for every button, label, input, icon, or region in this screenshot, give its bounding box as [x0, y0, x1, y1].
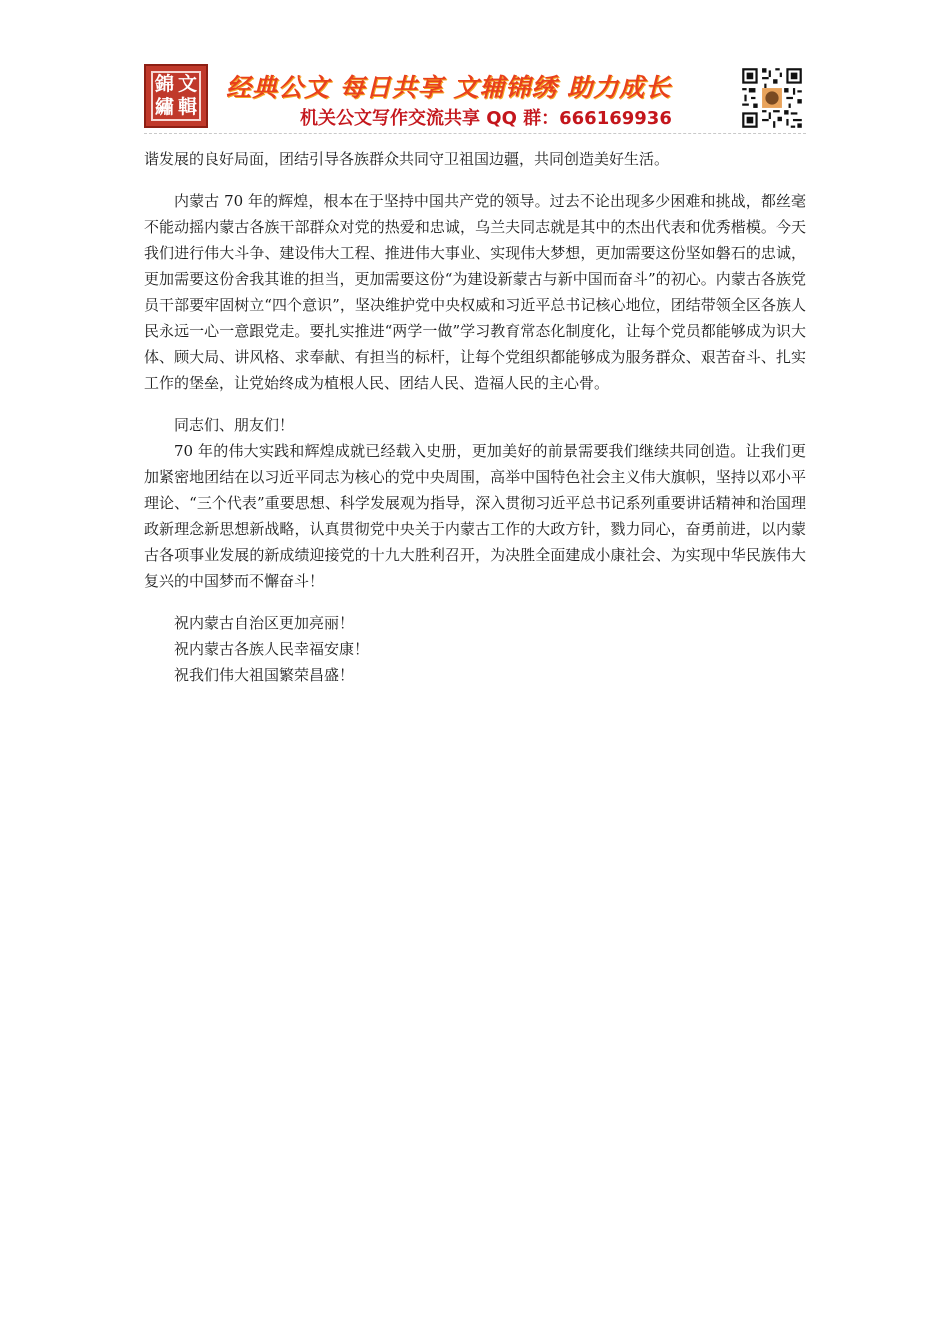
page-header — [144, 62, 806, 134]
closing-wish: 祝内蒙古各族人民幸福安康！ — [174, 640, 370, 658]
header-qq-group: 机关公文写作交流共享 QQ 群：666169936 — [300, 108, 672, 129]
seal-logo — [144, 64, 208, 128]
document-body — [144, 146, 806, 688]
seal-char: 文 — [177, 73, 197, 95]
header-slogan: 经典公文 每日共享 文辅锦绣 助力成长 — [226, 73, 672, 102]
closing-wish: 祝内蒙古自治区更加亮丽！ — [174, 614, 355, 632]
closing-wish: 祝我们伟大祖国繁荣昌盛！ — [174, 666, 355, 684]
salutation: 同志们、朋友们！ — [174, 416, 295, 434]
qr-code-icon — [740, 66, 804, 130]
seal-inner — [151, 71, 201, 121]
body-paragraph: 谐发展的良好局面，团结引导各族群众共同守卫祖国边疆，共同创造美好生活。 — [144, 150, 670, 168]
body-paragraph: 内蒙古 70 年的辉煌，根本在于坚持中国共产党的领导。过去不论出现多少困难和挑战，都丝毫不能动摇内蒙古各族干部群众对党的热爱和忠诚，乌兰夫同志就是其中的杰出代表和优秀楷模。今天我们进行伟大斗争、建设伟大工程、推进伟大事业、实现伟大梦想，更加需要这份坚如磐石的忠诚，更加需要这份舍我其谁的担当，更加需要这份“为建设新蒙古与新中国而奋斗”的初心。内蒙古各族党员干部要牢固树立“四个意识”，坚决维护党中央权威和习近平总书记核心地位，团结带领全区各族人民永远一心一意跟党走。要扎实推进“两学一做”学习教育常态化制度化，让每个党员都能够成为识大体、顾大局、讲风格、求奉献、有担当的标杆，让每个党组织都能够成为服务群众、艰苦奋斗、扎实工作的堡垒，让党始终成为植根人民、团结人民、造福人民的主心骨。 — [144, 192, 806, 392]
seal-char: 繡 — [154, 96, 174, 118]
header-divider — [144, 133, 806, 134]
body-paragraph: 70 年的伟大实践和辉煌成就已经载入史册，更加美好的前景需要我们继续共同创造。让我们更加紧密地团结在以习近平同志为核心的党中央周围，高举中国特色社会主义伟大旗帜，坚持以邓小平理论、“三个代表”重要思想、科学发展观为指导，深入贯彻习近平总书记系列重要讲话精神和治国理政新理念新思想新战略，认真贯彻党中央关于内蒙古工作的大政方针，戮力同心，奋勇前进，以内蒙古各项事业发展的新成绩迎接党的十九大胜利召开，为决胜全面建成小康社会、为实现中华民族伟大复兴的中国梦而不懈奋斗！ — [144, 442, 806, 590]
seal-char: 錦 — [154, 73, 174, 95]
seal-char: 輯 — [177, 96, 197, 118]
